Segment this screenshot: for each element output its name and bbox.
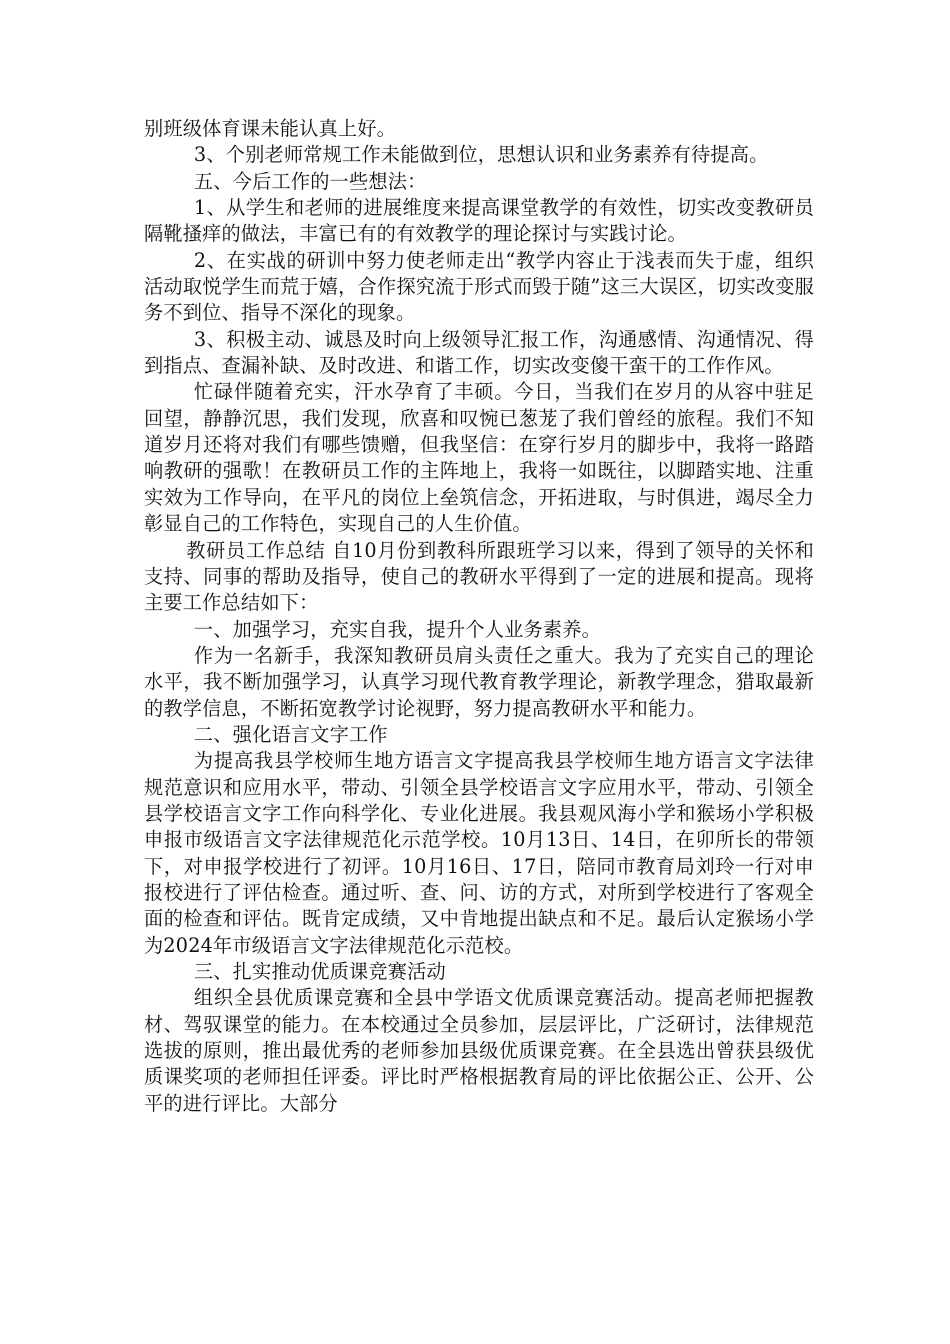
paragraph-14: 组织全县优质课竞赛和全县中学语文优质课竞赛活动。提高老师把握教材、驾驭课堂的能力。在本校通过全员参加，层层评比，广泛研讨，法律规范选拔的原则，推出最优秀的老师参加县级优质课竞赛。在全县选出曾获县级优质课奖项的老师担任评委。评比时严格根据教育局的评比依据公正、公开、公平的进行评比。大部分 [144,986,814,1115]
section-heading-3: 三、扎实推动优质课竞赛活动 [193,960,446,983]
section-heading-1: 一、加强学习，充实自我，提升个人业务素养。 [193,617,602,641]
paragraph-1: 别班级体育课未能认真上好。 [144,117,397,140]
paragraph-8: 教研员工作总结 自10月份到教科所跟班学习以来，得到了领导的关怀和支持、同事的帮助及指导，使自己的教研水平得到了一定的进展和提高。现将主要工作总结如下： [144,538,814,615]
paragraph-12: 为提高我县学校师生地方语言文字提高我县学校师生地方语言文字法律规范意识和应用水平，带动、引领全县学校语言文字应用水平，带动、引领全县学校语言文字工作向科学化、专业化进展。我县观风海小学和猴场小学积极申报市级语言文字法律规范化示范学校。10月13日、14日，在卯所长的带领下，对申报学校进行了初评。10月16日、17日，陪同市教育局刘玲一行对申报校进行了评估检查。通过听、查、问、访的方式，对所到学校进行了客观全面的检查和评估。既肯定成绩，又中肯地提出缺点和不足。最后认定猴场小学为2024年市级语言文字法律规范化示范校。 [144,749,814,957]
section-heading-2: 二、强化语言文字工作 [193,722,388,746]
paragraph-7: 忙碌伴随着充实，汗水孕育了丰硕。今日，当我们在岁月的从容中驻足回望，静静沉思，我们发现，欣喜和叹惋已葱茏了我们曾经的旅程。我们不知道岁月还将对我们有哪些馈赠，但我坚信：在穿行岁月的脚步中，我将一路踏响教研的强歌！在教研员工作的主阵地上，我将一如既往，以脚踏实地、注重实效为工作导向，在平凡的岗位上垒筑信念，开拓进取，与时俱进，竭尽全力彰显自己的工作特色，实现自己的人生价值。 [144,380,814,536]
document-page [144,116,814,1117]
paragraph-5: 2、在实战的研训中努力使老师走出“教学内容止于浅表而失于虚，组织活动取悦学生而荒于嬉，合作探究流于形式而毁于随”这三大误区，切实改变服务不到位、指导不深化的现象。 [144,248,814,325]
paragraph-10: 作为一名新手，我深知教研员肩头责任之重大。我为了充实自己的理论水平，我不断加强学习，认真学习现代教育教学理论，新教学理念，猎取最新的教学信息，不断拓宽教学讨论视野，努力提高教研水平和能力。 [144,643,814,720]
section-heading-5: 五、今后工作的一些想法： [193,169,427,193]
paragraph-4: 1、从学生和老师的进展维度来提高课堂教学的有效性，切实改变教研员隔靴搔痒的做法，丰富已有的有效教学的理论探讨与实践讨论。 [144,196,814,246]
paragraph-2: 3、个别老师常规工作未能做到位，思想认识和业务素养有待提高。 [193,143,769,167]
paragraph-6: 3、积极主动、诚恳及时向上级领导汇报工作，沟通感情、沟通情况、得到指点、查漏补缺、及时改进、和谐工作，切实改变傻干蛮干的工作作风。 [144,327,814,378]
